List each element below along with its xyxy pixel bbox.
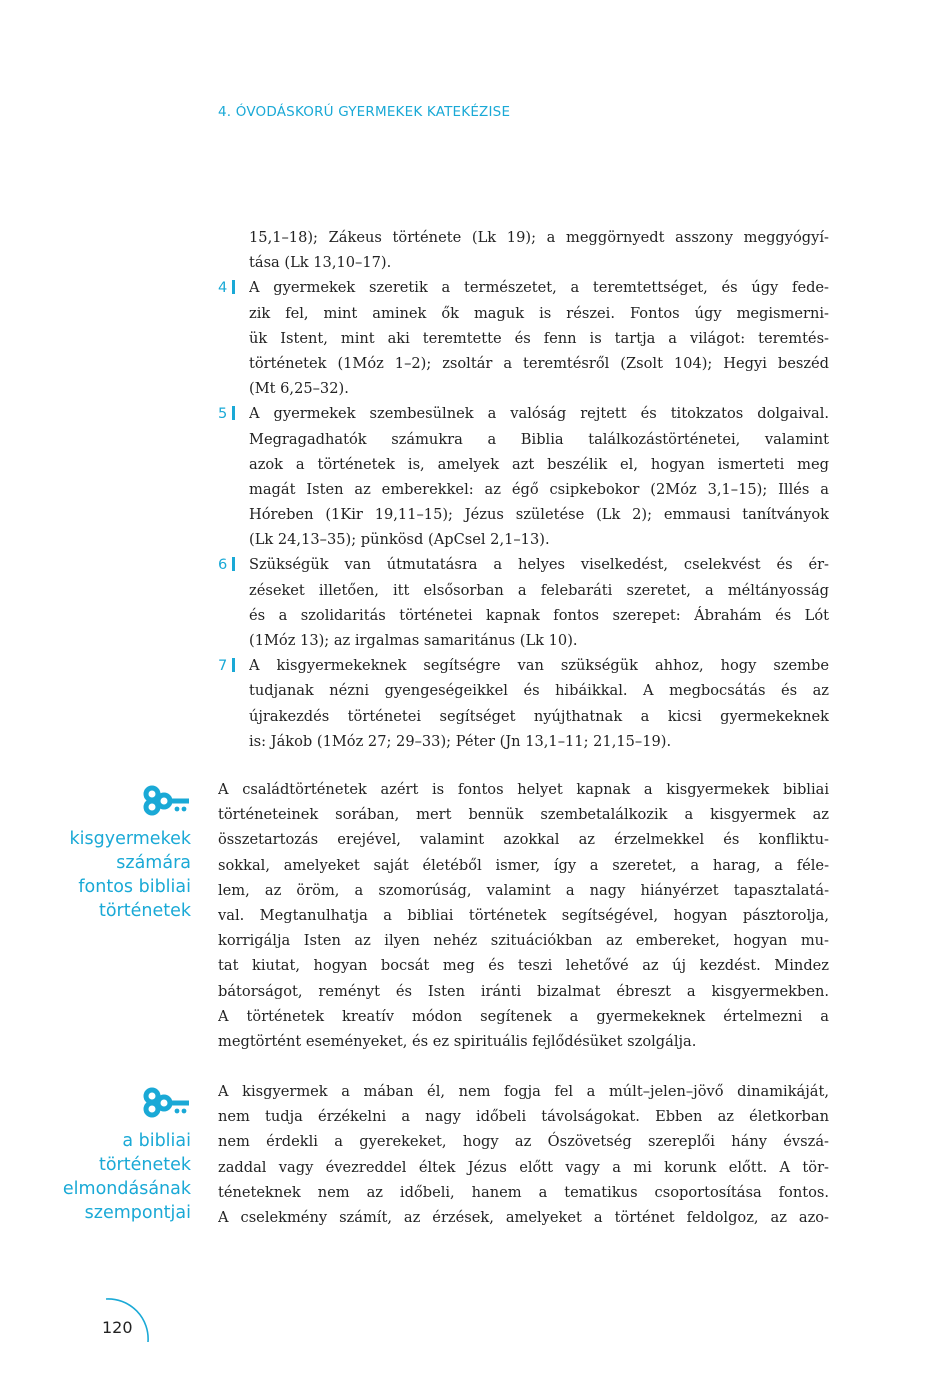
item-number-text: 6 [218,556,228,574]
text-line: tat kiutat, hogyan bocsát meg és teszi lehetővé az új kezdést. Mindez [218,957,829,975]
text-line: (1Móz 13); az irgalmas samaritánus (Lk 10). [249,632,578,649]
story-list [218,225,829,754]
text-line: nem tudja érzékelni a nagy időbeli távolságokat. Ebben az életkorban [218,1108,829,1126]
text-line: zaddal vagy évezreddel éltek Jézus előtt vagy a mi korunk előtt. A tör- [218,1158,829,1176]
item-number-text: 5 [218,405,228,423]
text-line: bátorságot, reményt és Isten iránti bizalmat ébreszt a kisgyermekben. [218,982,829,1000]
margin-label-line: kisgyermekek [69,829,191,849]
text-line: ük Istent, mint aki teremtette és fenn is tartja a világot: teremtés- [249,329,829,347]
marker-bar [232,658,235,672]
item-number-text: 7 [218,657,228,675]
text-line: nem érdekli a gyerekeket, hogy az Ószövetség szereplői hány évszá- [218,1133,829,1151]
text-line: zéseket illetően, itt elsősorban a felebaráti szeretet, a méltányosság [249,581,829,599]
margin-label-line: elmondásának [62,1179,191,1199]
margin-label-line: a bibliai [122,1131,191,1151]
text-line: A cselekmény számít, az érzések, amelyeket a történet feldolgoz, az azo- [218,1208,829,1226]
text-line: val. Megtanulhatja a bibliai történetek segítségével, hogyan pásztorolja, [218,906,829,924]
paragraph-family-stories [218,777,829,1054]
text-line: A családtörténetek azért is fontos helyet kapnak a kisgyermekek bibliai [218,781,829,798]
text-line: sokkal, amelyeket saját életéből ismer, így a szeretet, a harag, a féle- [218,856,829,874]
list-item [218,653,829,754]
text-line: 15,1–18); Zákeus története (Lk 19); a meggörnyedt asszony meggyógyí- [249,229,829,246]
list-item [218,401,829,552]
margin-label-line: számára [116,853,191,873]
item-number [218,653,247,678]
text-line: korrigálja Isten az ilyen nehéz szituációkban az embereket, hogyan mu- [218,932,829,950]
text-line: újrakezdés történetei segítséget nyújthatnak a kicsi gyermekeknek [249,707,829,725]
text-line: magát Isten az emberekkel: az égő csipkebokor (2Móz 3,1–15); Illés a [249,480,829,498]
margin-label-line: történetek [98,1155,191,1175]
paragraph-storytelling [218,1079,829,1230]
running-header: 4. ÓVODÁSKORÚ GYERMEKEK KATEKÉZISE [218,104,511,120]
key-icon [141,1085,191,1121]
text-line: lem, az öröm, a szomorúság, valamint a nagy hiányérzet tapasztalatá- [218,881,829,899]
list-item [218,275,829,401]
text-line: A kisgyermek a mában él, nem fogja fel a múlt–jelen–jövő dinamikáját, [218,1083,829,1100]
margin-label-line: fontos bibliai [78,877,191,897]
text-line: tása (Lk 13,10–17). [249,254,392,272]
list-item [218,552,829,653]
text-line: és a szolidaritás történetei kapnak fontos szerepet: Ábrahám és Lót [249,606,829,624]
text-line: zik fel, mint aminek ők maguk is részei. Fontos úgy megismerni- [249,304,829,322]
text-line: Hóreben (1Kir 19,11–15); Jézus születése (Lk 2); emmausi tanítványok [249,506,829,524]
text-line: (Lk 24,13–35); pünkösd (ApCsel 2,1–13). [249,531,550,549]
text-line: A gyermekek szembesülnek a valóság rejtett és titokzatos dolgaival. [249,405,829,423]
item-number [218,275,247,300]
text-line: is: Jákob (1Móz 27; 29–33); Péter (Jn 13,1–11; 21,15–19). [249,732,672,750]
text-line: megtörtént eseményeket, és ez spirituális fejlődésüket szolgálja. [218,1032,697,1050]
text-line: összetartozás erejével, valamint azokkal az érzelmekkel és konfliktu- [218,831,829,849]
intro-continuation [218,225,829,275]
marker-bar [232,406,235,420]
text-line: A kisgyermekeknek segítségre van szükségük ahhoz, hogy szembe [249,657,829,675]
item-number-text: 4 [218,279,228,297]
margin-note [11,1085,191,1225]
text-line: történeteinek sorában, mert bennük szembetalálkozik a kisgyermek az [218,806,829,824]
item-number [218,552,247,577]
margin-label-line: szempontjai [84,1203,191,1223]
text-line: történetek (1Móz 1–2); zsoltár a teremtésről (Zsolt 104); Hegyi beszéd [249,354,829,372]
item-number [218,401,247,426]
text-line: Szükségük van útmutatásra a helyes viselkedést, cselekvést és ér- [249,556,829,574]
text-line: Megragadhatók számukra a Biblia találkozástörténetei, valamint [249,430,829,448]
text-line: (Mt 6,25–32). [249,380,349,398]
margin-label-line: történetek [98,901,191,921]
key-icon [141,783,191,819]
margin-note [11,783,191,923]
text-line: tudjanak nézni gyengeségeikkel és hibáikkal. A megbocsátás és az [249,682,829,700]
page-number: 120 [102,1318,133,1337]
marker-bar [232,280,235,294]
text-line: A gyermekek szeretik a természetet, a teremtettséget, és úgy fede- [249,279,829,297]
marker-bar [232,557,235,571]
text-line: téneteknek nem az időbeli, hanem a tematikus csoportosítása fontos. [218,1183,829,1201]
text-line: A történetek kreatív módon segítenek a gyermekeknek értelmezni a [218,1007,829,1025]
text-line: azok a történetek is, amelyek azt beszélik el, hogyan ismerteti meg [249,455,829,473]
